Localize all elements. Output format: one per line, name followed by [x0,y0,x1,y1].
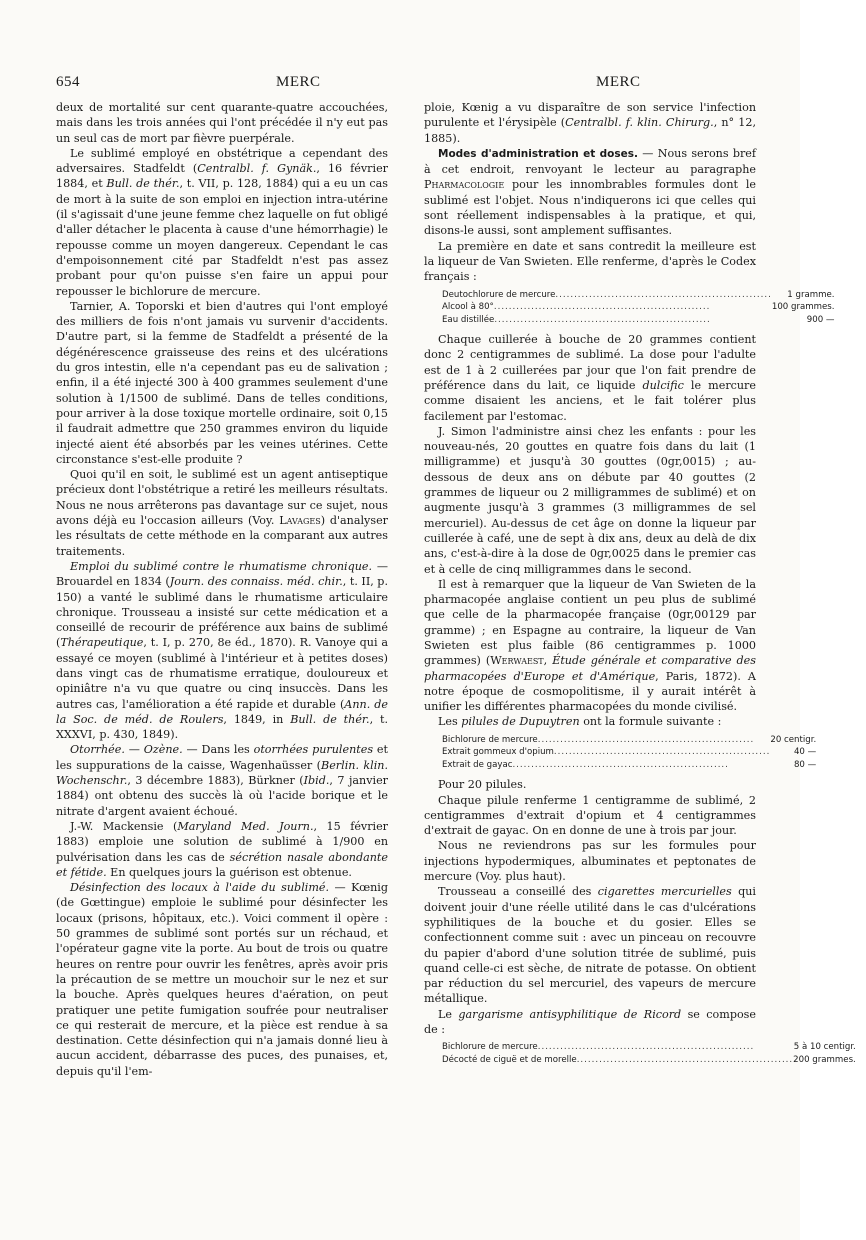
formula-row: Deutochlorure de mercure.......................................................... 1 gramme. [424,289,845,302]
ingredient-name: Eau distillée [442,314,495,325]
ingredient-name: Bichlorure de mercure [442,734,538,745]
paragraph: Le sublimé employé en obstétrique a cependant des adversaires. Stadfeldt (Centralbl. f. Gynäk., 16 février 1884, et Bull. de thér., t. VII, p. 128, 1884) qui a eu un cas de mort à la suite de son emploi en injection intra-utérine (il s'agissait d'une jeune femme chez laquelle on fut obligé d'aller détacher le placenta à cause d'une hémorrhagie) le repousse comme un moyen dangereux. Cependant le cas d'empoisonnement cité par Stadfeldt n'est pas assez probant pour qu'on puisse s'en faire un appui pour repousser le bichlorure de mercure. [56,146,389,298]
ingredient-name: Décocté de ciguë et de morelle [442,1054,577,1065]
section-heading: Otorrhée. [70,743,125,757]
formula-pilules-dupuytren [424,734,826,772]
formula-row: Alcool à 80°.......................................................... 100 grammes. [424,301,845,314]
paragraph: Tarnier, A. Toporski et bien d'autres qui l'ont employé des milliers de fois n'ont jamais vu survenir d'accidents. D'autre part, si la femme de Stadfeldt a présenté de la dégénérescence graisseuse des reins et des ulcérations du gros intestin, elle n'a cependant pas eu de salivation ; enfin, il a été injecté 300 à 400 grammes seulement d'une solution à 1/1500 de sublimé. Dans de telles conditions, pour arriver à la dose toxique mortelle ordinaire, soit 0,15 il faudrait admettre que 250 grammes environ du liquide injecté aient été absorbés par les veines utérines. Cette circonstance s'est-elle produite ? [56,299,388,466]
ingredient-name: Deutochlorure de mercure [442,289,556,300]
section-heading: Modes d'administration et doses. [438,147,638,160]
formula-gargarisme-ricord [424,1041,866,1066]
ingredient-quantity: 20 centigr. [770,734,817,745]
paragraph: ploie, Kœnig a vu disparaître de son service l'infection purulente et l'érysipèle (Centralbl. f. klin. Chirurg., n° 12, 1885). [424,101,756,145]
paragraph: Chaque cuillerée à bouche de 20 grammes contient donc 2 centigrammes de sublimé. La dose pour l'adulte est de 1 à 2 cuillerées par jour que l'on fait prendre de préférence dans du lait, ce liquide dulcific le mercure comme disaient les anciens, et le fait tolérer plus facilement par l'estomac. [424,333,756,423]
ingredient-name: Alcool à 80° [442,302,494,313]
section-modes-administration: Modes d'administration et doses. — Nous serons bref à cet endroit, renvoyant le lecteur au paragraphe Pharmacologie pour les innombrables formules dont le sublimé est l'objet. Nous n'indiquerons ici que celles qui sont réellement indispensables à la pratique, et qui, disons-le aussi, sont amplement suffisantes. [424,146,756,238]
right-running-title: MERC [596,74,641,90]
paragraph: La première en date et sans contredit la meilleure est la liqueur de Van Swieten. Elle renferme, d'après le Codex français : [424,239,756,284]
left-running-title: MERC [276,74,321,90]
paragraph: J. Simon l'administre ainsi chez les enfants : pour les nouveau-nés, 20 gouttes en quatre fois dans du lait (1 milligramme) et jusqu'à 30 gouttes (0gr,0015) ; au-dessous de deux ans on débute par 40 gouttes (2 grammes de liqueur ou 2 milligrammes de sublimé) et on augmente jusqu'à 3 grammes (3 milligrammes de sel mercuriel). Au-dessus de cet âge on donne la liqueur par cuillerée à café, une de sept à dix ans, deux au delà de dix ans, c'est-à-dire à la dose de 0gr,0025 dans le premier cas et à celle de cinq milligrammes dans le second. [424,424,756,576]
formula-row: Eau distillée.......................................................... 900 — [424,314,845,327]
paragraph: Il est à remarquer que la liqueur de Van Swieten de la pharmacopée anglaise contient un peu plus de sublimé que celle de la pharmacopée française (0gr,00129 par gramme) ; en Espagne au contraire, la liqueur de Van Swieten est plus faible (86 centigrammes p. 1000 grammes) (Werwaest, Étude générale et comparative des pharmacopées d'Europe et d'Amérique, Paris, 1872). A notre époque de cosmopolitisme, il y aurait intérêt à unifier les différentes pharmacopées du monde civilisé. [424,577,756,714]
section-heading: Emploi du sublimé contre le rhumatisme chronique. [70,559,373,573]
section-otorrhee: Otorrhée. — Ozène. — Dans les otorrhées purulentes et les suppurations de la caisse, Wagenhaüsser (Berlin. klin. Wochenschr., 3 décembre 1883), Bürkner (Ibid., 7 janvier 1884) ont obtenu des succès là où l'acide borique et le nitrate d'argent avaient échoué. [56,743,388,818]
formula-row: Bichlorure de mercure.......................................................... 5 à 10 centigr. [424,1041,866,1054]
paragraph: Trousseau a conseillé des cigarettes mercurielles qui doivent jouir d'une réelle utilité dans le cas d'ulcérations syphilitiques de la bouche et du gosier. Elles se confectionnent comme suit : avec un pinceau on recouvre du papier d'abord d'une solution titrée de sublimé, puis quand celle-ci est sèche, de nitrate de potasse. On obtient par réduction du sel mercuriel, des vapeurs de mercure métallique. [424,885,756,1006]
paragraph: Pour 20 pilules. [438,778,527,792]
formula-row: Extrait gommeux d'opium.......................................................... 40 — [424,746,826,759]
right-column [424,100,856,1072]
ingredient-quantity: 100 grammes. [771,302,835,313]
left-column [56,100,388,1079]
section-rhumatisme: Emploi du sublimé contre le rhumatisme chronique. — Brouardel en 1834 (Journ. des connaiss. méd. chir., t. II, p. 150) a vanté le sublimé dans le rhumatisme articulaire chronique. Trousseau a insisté sur cette médication et a conseillé de recourir de préférence aux bains de sublimé (Thérapeutique, t. I, p. 270, 8e éd., 1870). R. Vanoye qui a essayé ce moyen (sublimé à l'intérieur et à petites doses) dans vingt cas de rhumatisme erratique, douloureux et opiniâtre n'a vu que quatre ou cinq insuccès. Dans les autres cas, l'amélioration a été rapide et durable (Ann. de la Soc. de méd. de Roulers, 1849, in Bull. de thér., t. XXXVI, p. 430, 1849). [56,559,389,742]
ingredient-quantity: 900 — [806,314,835,325]
ingredient-quantity: 40 — [793,747,817,758]
formula-row: Extrait de gayac.......................................................... 80 — [424,759,826,772]
paragraph: Nous ne reviendrons pas sur les formules pour injections hypodermiques, albuminates et peptonates de mercure (Voy. plus haut). [424,839,756,884]
ingredient-name: Bichlorure de mercure [442,1042,538,1053]
formula-row: Bichlorure de mercure.......................................................... 20 centigr. [424,734,826,747]
ingredient-name: Extrait gommeux d'opium [442,747,554,758]
ingredient-quantity: 1 gramme. [787,289,835,300]
running-header [56,74,744,94]
section-heading: Ozène. [143,743,183,757]
paragraph: deux de mortalité sur cent quarante-quatre accouchées, mais dans les trois années qui l'ont précédée il n'y eut pas un seul cas de mort par fièvre puerpérale. [56,101,388,145]
page-number: 654 [56,74,80,90]
section-heading: Désinfection des locaux à l'aide du sublimé. [70,881,330,895]
formula-van-swieten [424,289,845,327]
paragraph: Chaque pilule renferme 1 centigramme de sublimé, 2 centigrammes d'extrait d'opium et 4 centigrammes d'extrait de gayac. On en donne de une à trois par jour. [424,793,756,838]
paragraph: Les pilules de Dupuytren ont la formule suivante : [438,715,722,729]
ingredient-quantity: 200 grammes. [793,1054,856,1065]
ingredient-name: Extrait de gayac [442,759,513,770]
formula-row: Décocté de ciguë et de morelle.......................................................... 200 grammes. [424,1054,866,1067]
ingredient-quantity: 80 — [793,759,817,770]
paragraph: J.-W. Mackensie (Maryland Med. Journ., 15 février 1883) emploie une solution de sublimé à 1/900 en pulvérisation dans les cas de sécrétion nasale abondante et fétide. En quelques jours la guérison est obtenue. [56,819,389,879]
ingredient-quantity: 5 à 10 centigr. [793,1042,856,1053]
section-desinfection: Désinfection des locaux à l'aide du sublimé. — Kœnig (de Gœttingue) emploie le sublimé pour désinfecter les locaux (prisons, hôpitaux, etc.). Voici comment il opère : 50 grammes de sublimé sont portés sur un réchaud, et l'opérateur gagne vite la porte. Au bout de trois ou quatre heures on rentre pour ouvrir les fenêtres, après avoir pris la précaution de se mettre un mouchoir sur le nez et sur la bouche. Après quelques heures d'aération, on peut pratiquer une petite fumigation soufrée pour neutraliser ce qui resterait de mercure, et la pièce est rendue à sa destination. Cette désinfection qui n'a jamais donné lieu à aucun accident, débarrasse des puces, des punaises, et, depuis qu'il l'em- [56,881,388,1078]
paragraph: Quoi qu'il en soit, le sublimé est un agent antiseptique précieux dont l'obstétrique a retiré les meilleurs résultats. Nous ne nous arrêterons pas davantage sur ce sujet, nous avons déjà eu l'occasion ailleurs (Voy. Lavages) d'analyser les résultats de cette méthode en la comparant aux autres traitements. [56,468,388,558]
paragraph: Le gargarisme antisyphilitique de Ricord se compose de : [424,1007,756,1037]
